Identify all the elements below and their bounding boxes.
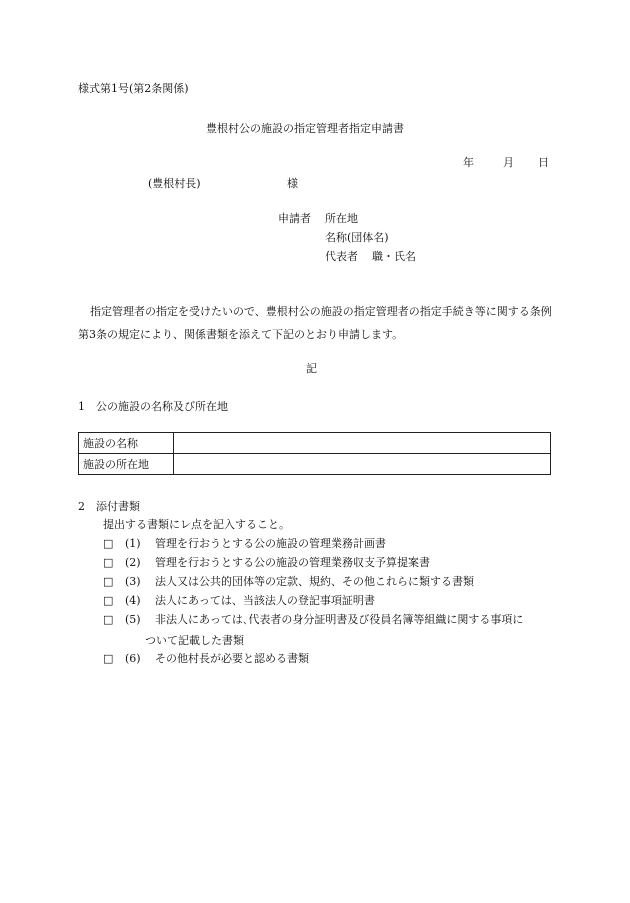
section2-heading: 2 添付書類 xyxy=(78,500,140,513)
date-year: 年 xyxy=(463,156,474,169)
applicant-rep-title: 職・氏名 xyxy=(372,250,416,263)
applicant-name-label: 名称(団体名) xyxy=(325,231,389,244)
intro-paragraph: 指定管理者の指定を受けたいので、豊根村公の施設の指定管理者の指定手続き等に関する条例第3条の規定により、関係書類を添えて下記のとおり申請します。 xyxy=(78,305,552,341)
checkbox-icon[interactable]: □ xyxy=(103,613,114,626)
form-number: 様式第1号(第2条関係) xyxy=(78,82,189,95)
item-number: (6) xyxy=(125,652,141,665)
item-text: その他村長が必要と認める書類 xyxy=(155,652,309,665)
applicant-label: 申請者 xyxy=(278,212,311,225)
table-row xyxy=(79,454,551,475)
checkbox-icon[interactable]: □ xyxy=(103,652,114,665)
item-number: (5) xyxy=(125,613,141,626)
checkbox-icon[interactable]: □ xyxy=(103,594,114,607)
item-number: (2) xyxy=(125,556,141,569)
facility-name-label: 施設の名称 xyxy=(79,433,174,454)
facility-address-value[interactable] xyxy=(174,454,551,475)
checkbox-icon[interactable]: □ xyxy=(103,575,114,588)
facility-address-label: 施設の所在地 xyxy=(79,454,174,475)
date-day: 日 xyxy=(538,156,549,169)
section1-heading: 1 公の施設の名称及び所在地 xyxy=(78,400,228,413)
date-month: 月 xyxy=(503,156,514,169)
document-title: 豊根村公の施設の指定管理者指定申請書 xyxy=(206,122,404,135)
item-text: 管理を行おうとする公の施設の管理業務計画書 xyxy=(155,537,386,550)
item-number: (4) xyxy=(125,594,141,607)
checkbox-icon[interactable]: □ xyxy=(103,556,114,569)
item-number: (1) xyxy=(125,537,141,550)
item-text: 非法人にあっては､代表者の身分証明書及び役員名簿等組織に関する事項に xyxy=(155,613,524,626)
checkbox-icon[interactable]: □ xyxy=(103,537,114,550)
addressee-honorific: 様 xyxy=(287,177,298,190)
item-number: (3) xyxy=(125,575,141,588)
item-text: 法人にあっては、当該法人の登記事項証明書 xyxy=(155,594,375,607)
item-text: 管理を行おうとする公の施設の管理業務収支予算提案書 xyxy=(155,556,430,569)
ki-heading: 記 xyxy=(306,362,317,375)
applicant-address-label: 所在地 xyxy=(325,212,358,225)
table-row xyxy=(79,433,551,454)
addressee-name: (豊根村長) xyxy=(148,177,201,190)
applicant-rep-label: 代表者 xyxy=(325,250,358,263)
facility-table xyxy=(78,432,551,475)
facility-name-value[interactable] xyxy=(174,433,551,454)
item-text-continued: ついて記載した書類 xyxy=(145,634,244,647)
section2-instruction: 提出する書類にレ点を記入すること。 xyxy=(103,518,290,531)
item-text: 法人又は公共的団体等の定款、規約、その他これらに類する書類 xyxy=(155,575,474,588)
